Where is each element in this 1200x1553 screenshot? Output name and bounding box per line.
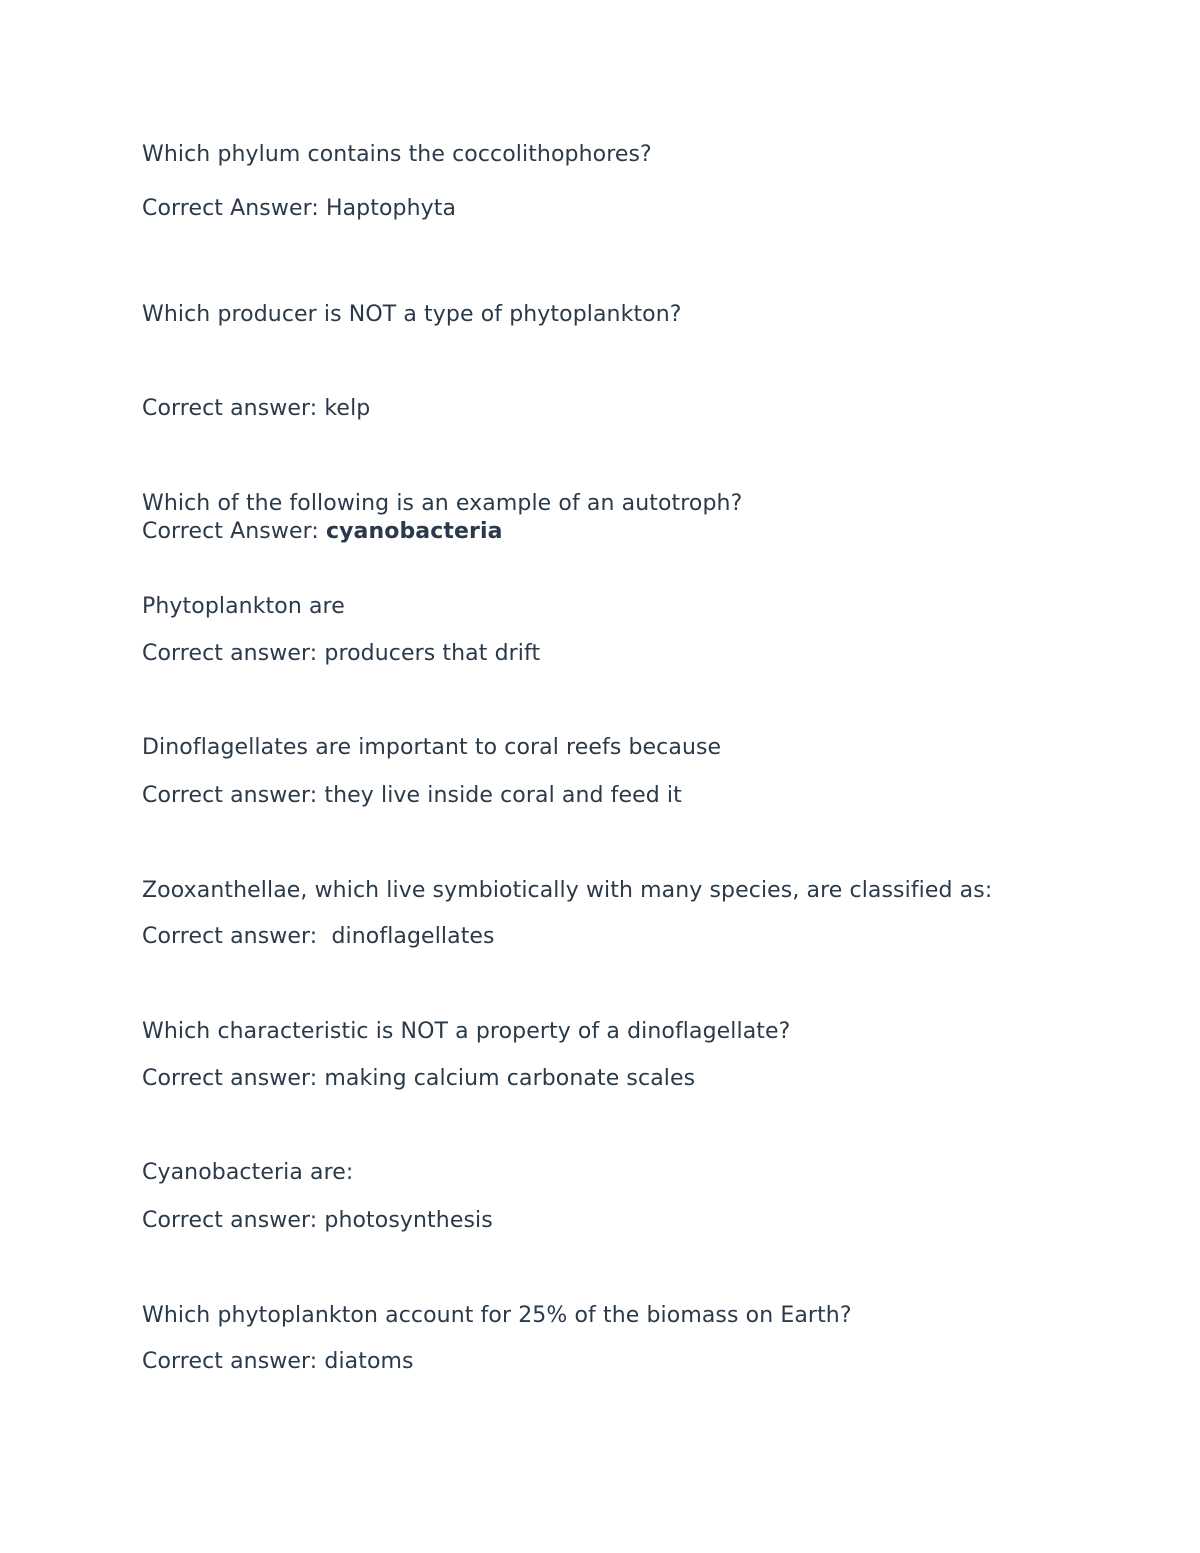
question-4: Phytoplankton are <box>142 594 345 619</box>
answer-value: Haptophyta <box>325 196 457 221</box>
question-3: Which of the following is an example of an autotroph? <box>142 491 743 516</box>
answer-label: Correct answer: <box>142 1066 325 1091</box>
question-2: Which producer is NOT a type of phytoplankton? <box>142 302 682 327</box>
answer-label: Correct Answer: <box>142 196 326 221</box>
answer-value: diatoms <box>324 1349 414 1374</box>
answer-label: Correct answer: <box>142 924 332 949</box>
answer-4 <box>142 640 540 668</box>
answer-8 <box>142 1207 493 1235</box>
answer-label: Correct Answer: <box>142 519 326 544</box>
answer-value: making calcium carbonate scales <box>324 1066 696 1091</box>
answer-value: kelp <box>324 396 371 421</box>
answer-label: Correct answer: <box>142 1208 325 1233</box>
answer-3 <box>142 518 503 546</box>
question-7: Which characteristic is NOT a property of a dinoflagellate? <box>142 1019 791 1044</box>
answer-5 <box>142 782 682 810</box>
answer-value: dinoflagellates <box>331 924 495 949</box>
answer-value: producers that drift <box>324 641 541 666</box>
answer-label: Correct answer: <box>142 641 325 666</box>
answer-9 <box>142 1348 414 1376</box>
answer-value: they live inside coral and feed it <box>324 783 682 808</box>
answer-6 <box>142 923 495 951</box>
answer-2 <box>142 395 370 423</box>
question-1: Which phylum contains the coccolithophores? <box>142 142 652 167</box>
answer-label: Correct answer: <box>142 1349 325 1374</box>
answer-label: Correct answer: <box>142 396 325 421</box>
answer-7 <box>142 1065 695 1093</box>
question-8: Cyanobacteria are: <box>142 1160 354 1185</box>
answer-value: cyanobacteria <box>325 519 503 544</box>
question-6: Zooxanthellae, which live symbiotically with many species, are classified as: <box>142 878 993 903</box>
answer-label: Correct answer: <box>142 783 325 808</box>
answer-value: photosynthesis <box>324 1208 493 1233</box>
question-9: Which phytoplankton account for 25% of the biomass on Earth? <box>142 1303 852 1328</box>
question-5: Dinoflagellates are important to coral reefs because <box>142 735 722 760</box>
answer-1 <box>142 195 456 223</box>
